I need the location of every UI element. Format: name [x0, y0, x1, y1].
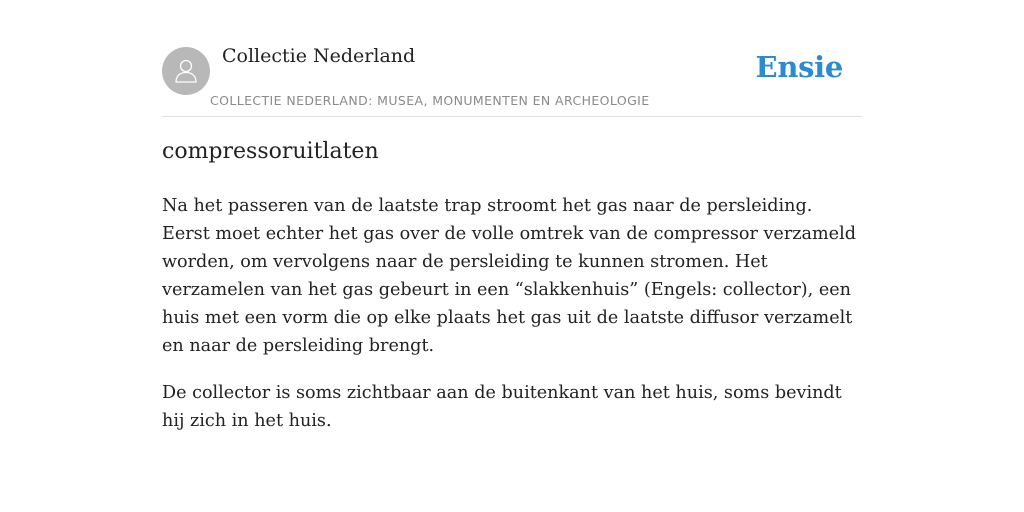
entry-paragraph: Na het passeren van de laatste trap stroomt het gas naar de persleiding. Eerst moet echter het gas over de volle omtrek van de compressor verzameld worden, om vervolgens naar de persleiding te kunnen stromen. Het verzamelen van het gas gebeurt in een “slakkenhuis” (Engels: collector), een huis met een vorm die op elke plaats het gas uit de laatste diffusor verzamelt en naar de persleiding brengt.: [162, 196, 856, 356]
avatar[interactable]: [162, 47, 210, 95]
entry-term: compressoruitlaten: [162, 139, 379, 164]
entry-card: [162, 0, 862, 431]
author-name[interactable]: Collectie Nederland: [222, 45, 416, 67]
entry-header: [162, 0, 862, 117]
user-icon: [171, 56, 201, 86]
entry-paragraph: De collector is soms zichtbaar aan de buitenkant van het huis, soms bevindt hij zich in het huis.: [162, 383, 842, 431]
source-subtitle[interactable]: COLLECTIE NEDERLAND: MUSEA, MONUMENTEN EN ARCHEOLOGIE: [210, 93, 650, 108]
ensie-logo[interactable]: Ensie: [755, 50, 843, 84]
entry-body: [162, 192, 862, 454]
